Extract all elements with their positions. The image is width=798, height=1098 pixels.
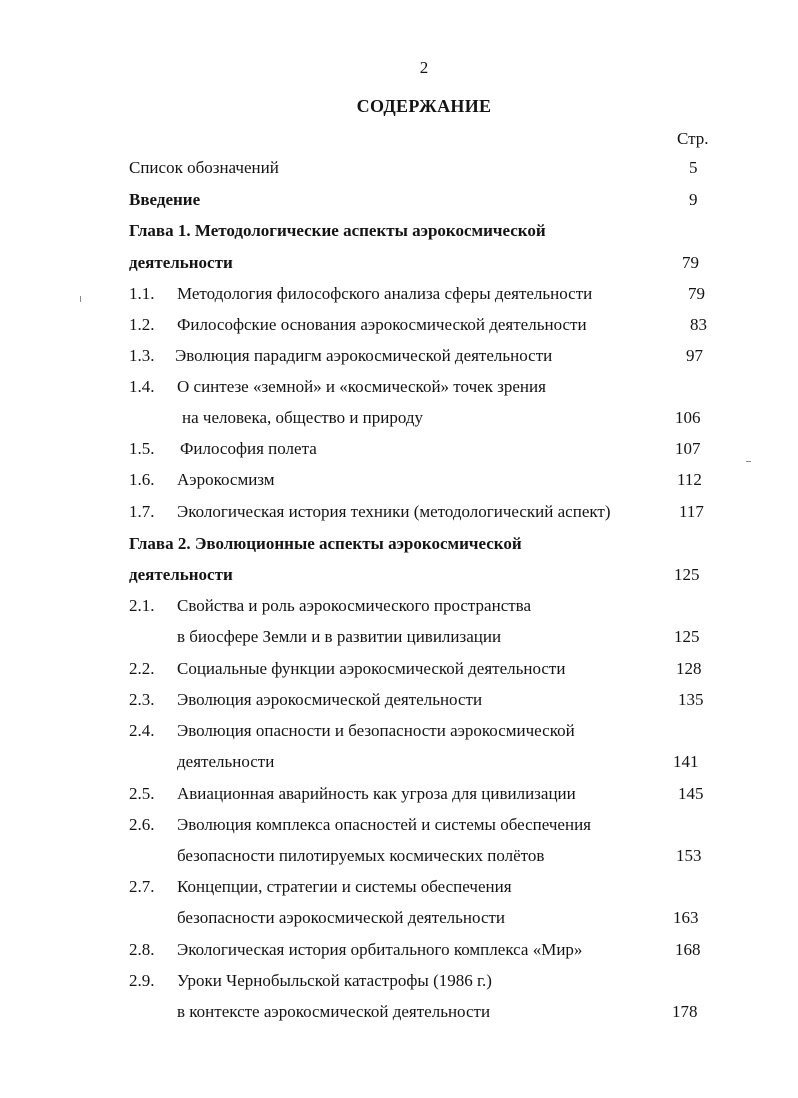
toc-entry-text: деятельности: [129, 253, 233, 272]
toc-entry-number: 2.4.: [129, 721, 155, 740]
toc-entry-text: Экологическая история техники (методологический аспект): [177, 502, 611, 521]
toc-entry-text: Свойства и роль аэрокосмического пространства: [177, 596, 532, 615]
toc-entry-text: Введение: [129, 190, 201, 209]
toc-entry-text: Экологическая история орбитального комплекса «Мир»: [177, 940, 583, 959]
toc-entry-text: Философия полета: [180, 439, 317, 458]
toc-entry-number: 1.7.: [129, 502, 155, 521]
scan-speck: [80, 296, 81, 302]
toc-entry-text: Методология философского анализа сферы деятельности: [177, 284, 593, 303]
toc-entry-number: 1.5.: [129, 439, 155, 458]
toc-entry-page: 125: [674, 565, 700, 584]
toc-entry-number: 2.2.: [129, 659, 155, 678]
toc-entry-text: безопасности пилотируемых космических полётов: [177, 846, 545, 865]
toc-entry-page: 97: [686, 346, 703, 365]
toc-entry-page: 83: [690, 315, 707, 334]
toc-entry-text: деятельности: [129, 565, 233, 584]
toc-entry: [0, 815, 798, 839]
toc-entry: [0, 784, 798, 808]
toc-entry: [0, 971, 798, 995]
toc-entry-number: 2.8.: [129, 940, 155, 959]
toc-entry: [0, 470, 798, 494]
toc-entry-text: безопасности аэрокосмической деятельности: [177, 908, 506, 927]
toc-entry: [0, 158, 798, 182]
toc-entry-text: О синтезе «земной» и «космической» точек зрения: [177, 377, 546, 396]
toc-chapter-heading: [0, 565, 798, 589]
toc-entry-number: 2.6.: [129, 815, 155, 834]
page-number: 2: [419, 58, 429, 77]
toc-entry-continuation: [0, 908, 798, 932]
toc-entry: [0, 346, 798, 370]
toc-entry: [0, 284, 798, 308]
toc-entry-page: 5: [689, 158, 698, 177]
toc-entry-page: 117: [679, 502, 704, 521]
toc-entry-text: Уроки Чернобыльской катастрофы (1986 г.): [177, 971, 492, 990]
toc-entry-page: 112: [677, 470, 702, 489]
toc-entry-text: Аэрокосмизм: [177, 470, 275, 489]
toc-chapter-heading: [0, 253, 798, 277]
toc-entry-number: 1.3.: [129, 346, 155, 365]
toc-entry: [0, 596, 798, 620]
toc-entry-page: 141: [673, 752, 699, 771]
toc-entry-continuation: [0, 752, 798, 776]
toc-entry-page: 106: [675, 408, 701, 427]
toc-entry-number: 2.5.: [129, 784, 155, 803]
toc-entry-text: Эволюция опасности и безопасности аэрокосмической: [177, 721, 575, 740]
toc-entry: [0, 190, 798, 214]
toc-entry-number: 1.4.: [129, 377, 155, 396]
scan-speck: [746, 461, 751, 462]
toc-entry-text: Концепции, стратегии и системы обеспечения: [177, 877, 512, 896]
toc-entry: [0, 690, 798, 714]
toc-entry-text: Философские основания аэрокосмической деятельности: [177, 315, 587, 334]
toc-entry-page: 128: [676, 659, 702, 678]
toc-entry-continuation: [0, 846, 798, 870]
toc-entry-number: 2.9.: [129, 971, 155, 990]
toc-entry-text: Социальные функции аэрокосмической деятельности: [177, 659, 566, 678]
toc-entry-text: в контексте аэрокосмической деятельности: [177, 1002, 491, 1021]
toc-entry-text: Эволюция парадигм аэрокосмической деятельности: [175, 346, 553, 365]
toc-entry: [0, 502, 798, 526]
toc-entry-page: 135: [678, 690, 704, 709]
toc-entry-number: 2.1.: [129, 596, 155, 615]
toc-entry-page: 79: [688, 284, 705, 303]
toc-entry-text: Глава 2. Эволюционные аспекты аэрокосмической: [129, 534, 522, 553]
toc-entry-text: Список обозначений: [129, 158, 279, 177]
toc-entry: [0, 659, 798, 683]
toc-entry-page: 107: [675, 439, 701, 458]
toc-entry: [0, 721, 798, 745]
toc-entry: [0, 940, 798, 964]
page-title: СОДЕРЖАНИЕ: [356, 96, 492, 116]
toc-entry-page: 145: [678, 784, 704, 803]
toc-entry-text: Авиационная аварийность как угроза для цивилизации: [177, 784, 576, 803]
toc-entry-page: 163: [673, 908, 699, 927]
toc-entry-page: 178: [672, 1002, 698, 1021]
toc-entry-text: деятельности: [177, 752, 275, 771]
toc-entry-page: 9: [689, 190, 698, 209]
toc-entry-text: Глава 1. Методологические аспекты аэрокосмической: [129, 221, 546, 240]
page-column-label: Стр.: [677, 129, 709, 148]
toc-entry: [0, 877, 798, 901]
toc-entry: [0, 315, 798, 339]
toc-entry-continuation: [0, 627, 798, 651]
toc-entry-number: 1.2.: [129, 315, 155, 334]
toc-entry-text: на человека, общество и природу: [182, 408, 424, 427]
toc-chapter-heading: [0, 534, 798, 558]
toc-entry-page: 125: [674, 627, 700, 646]
toc-entry-number: 2.7.: [129, 877, 155, 896]
toc-entry-page: 153: [676, 846, 702, 865]
toc-entry-number: 2.3.: [129, 690, 155, 709]
toc-entry-text: Эволюция аэрокосмической деятельности: [177, 690, 483, 709]
toc-entry-continuation: [0, 408, 798, 432]
toc-entry-text: Эволюция комплекса опасностей и системы обеспечения: [177, 815, 591, 834]
toc-entry-page: 79: [682, 253, 699, 272]
toc-entry: [0, 377, 798, 401]
toc-entry-number: 1.1.: [129, 284, 155, 303]
toc-entry-continuation: [0, 1002, 798, 1026]
toc-entry-number: 1.6.: [129, 470, 155, 489]
toc-entry: [0, 439, 798, 463]
toc-chapter-heading: [0, 221, 798, 245]
toc-entry-page: 168: [675, 940, 701, 959]
toc-entry-text: в биосфере Земли и в развитии цивилизации: [177, 627, 502, 646]
